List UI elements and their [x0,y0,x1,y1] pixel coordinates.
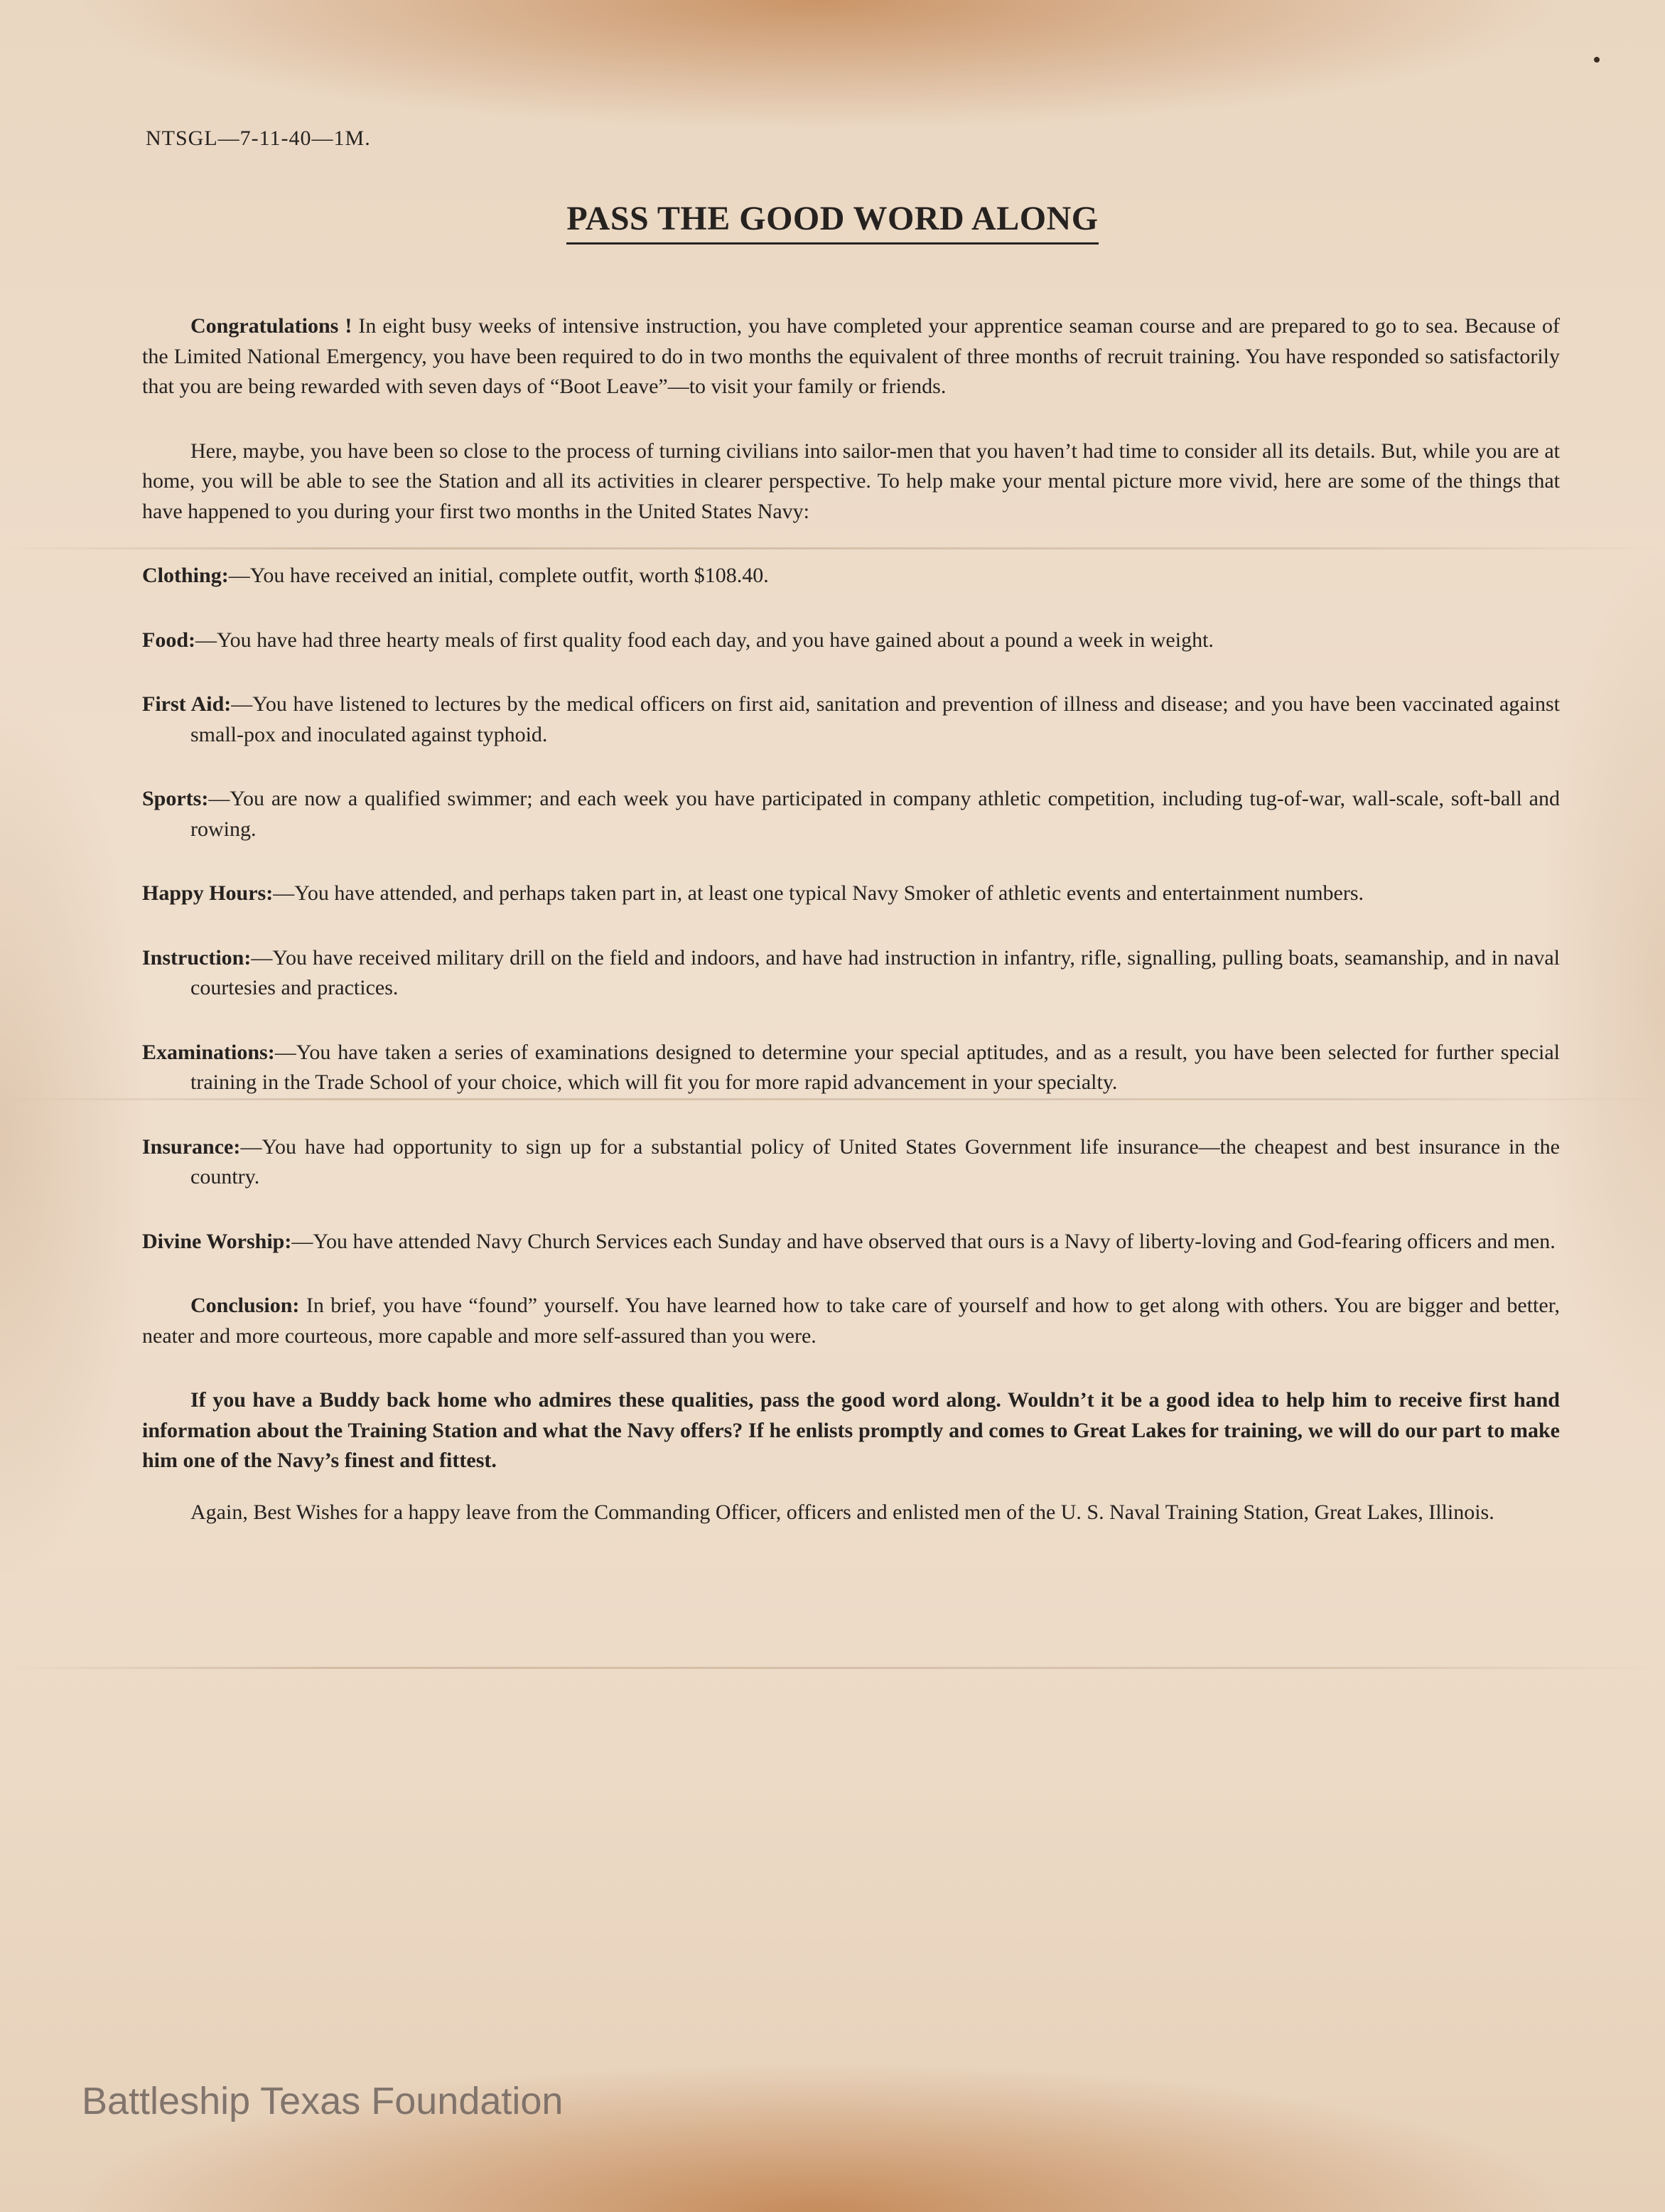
item-label: Happy Hours: [142,881,274,905]
conclusion-paragraph [142,1291,1560,1351]
item-text: —You have received an initial, complete outfit, worth $108.40. [228,564,769,587]
intro-text: In eight busy weeks of intensive instruction, you have completed your apprentice seaman course and are prepared to go to sea. Because of the Limited National Emergency, you have been required to do in two months the equivalent of three months of recruit training. You have responded so satisfactorily that you are being rewarded with seven days of “Boot Leave”—to visit your family or friends. [142,314,1561,398]
closing-paragraph: Again, Best Wishes for a happy leave from the Commanding Officer, officers and enlisted men of the U. S. Naval Training Station, Great Lakes, Illinois. [190,1500,1494,1524]
watermark: Battleship Texas Foundation [82,2080,564,2122]
list-item-first-aid [142,689,1560,750]
item-label: Examinations: [142,1040,275,1064]
item-label: Insurance: [142,1134,241,1159]
form-code: NTSGL—7-11-40—1M. [146,127,371,150]
item-text: —You have had three hearty meals of first quality food each day, and you have gained about a pound a week in weight. [195,628,1214,652]
item-label: Sports: [142,787,209,810]
item-text: —You have taken a series of examinations designed to determine your special aptitudes, and as a result, you have been selected for further special training in the Trade School of your choice, which will fit you for more rapid advancement in your specialty. [190,1040,1560,1094]
list-item-clothing [142,561,1560,591]
item-label: Divine Worship: [142,1229,292,1253]
list-item-instruction [142,943,1560,1004]
buddy-paragraph: If you have a Buddy back home who admires these qualities, pass the good word along. Wouldn’t it be a good idea to help him to receive first hand information about the Training Station and what the Navy offers? If he enlists promptly and comes to Great Lakes for training, we will do our part to make him one of the Navy’s finest and fittest. [142,1388,1560,1472]
item-label: First Aid: [142,692,232,716]
conclusion-lead: Conclusion: [190,1294,300,1317]
item-text: —You have listened to lectures by the medical officers on first aid, sanitation and prevention of illness and disease; and you have been vaccinated against small-pox and inoculated against typhoid. [190,692,1560,746]
intro-paragraph [142,311,1560,402]
item-text: —You are now a qualified swimmer; and each week you have participated in company athletic competition, including tug-of-war, wall-scale, soft-ball and rowing. [190,787,1560,841]
list-item-food [142,626,1560,656]
item-text: —You have attended Navy Church Services each Sunday and have observed that ours is a Navy of liberty-loving and God-fearing officers and men. [291,1229,1556,1253]
item-label: Instruction: [142,945,252,970]
list-item-sports [142,784,1560,844]
context-paragraph: Here, maybe, you have been so close to the process of turning civilians into sailor-men that you haven’t had time to consider all its details. But, while you are at home, you will be able to see the Station and all its activities in clearer perspective. To help make your mental picture more vivid, here are some of the things that have happened to you during your first two months in the United States Navy: [142,439,1560,523]
item-text: —You have received military drill on the field and indoors, and have had instruction in infantry, rifle, signalling, pulling boats, seamanship, and in naval courtesies and practices. [190,945,1560,999]
list-item-divine-worship [142,1227,1560,1257]
document-body [142,311,1560,1562]
item-text: —You have had opportunity to sign up for a substantial policy of United States Government life insurance—the cheapest and best insurance in the country. [190,1134,1560,1188]
intro-lead: Congratulations ! [190,314,352,338]
item-label: Food: [142,628,195,652]
item-text: —You have attended, and perhaps taken part in, at least one typical Navy Smoker of athletic events and entertainment numbers. [273,881,1364,905]
page-title-wrapper [0,199,1665,245]
paper-fold-line [0,1667,1665,1669]
list-item-examinations [142,1038,1560,1098]
conclusion-text: In brief, you have “found” yourself. You have learned how to take care of yourself and how to get along with others. You are bigger and better, neater and more courteous, more capable and more self-assured than you were. [142,1294,1560,1348]
page-title: PASS THE GOOD WORD ALONG [566,199,1098,245]
list-item-happy-hours [142,879,1560,909]
paper-spot [1594,57,1600,63]
item-label: Clothing: [142,564,229,587]
list-item-insurance [142,1132,1560,1193]
